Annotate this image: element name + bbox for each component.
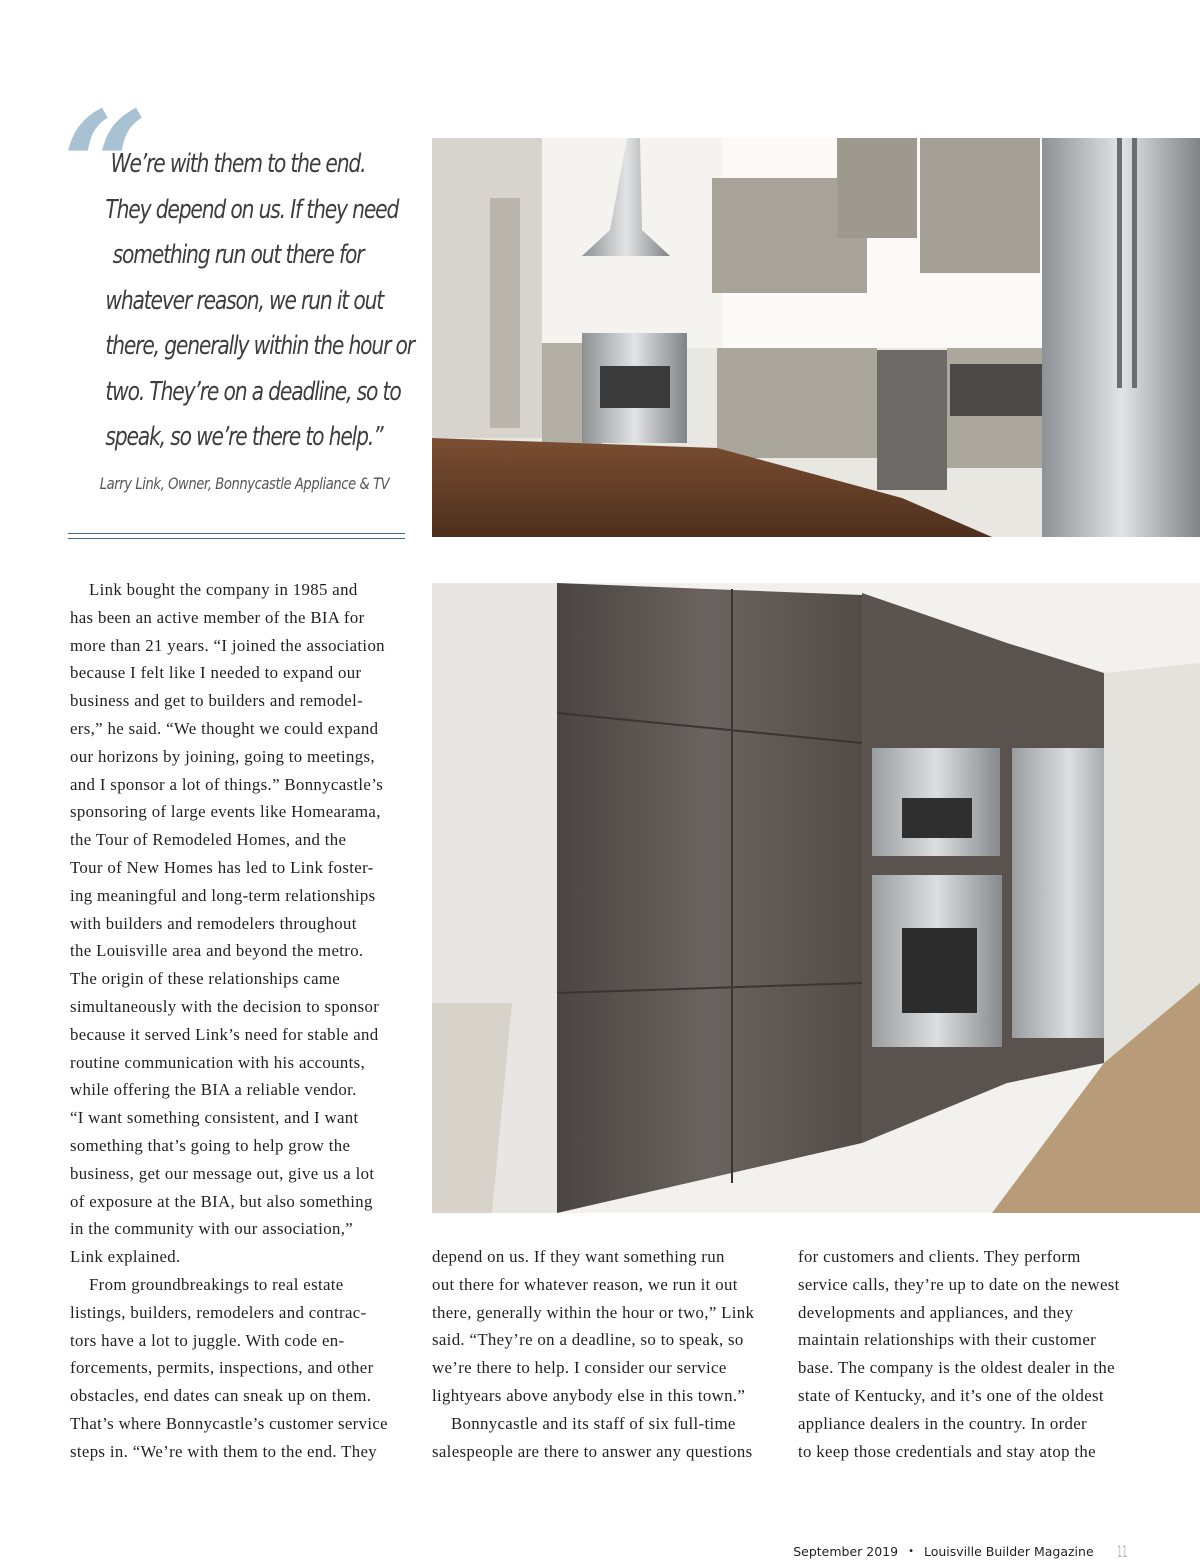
kitchen-photo-dark-cabinets: [432, 583, 1200, 1213]
text-line: there, generally within the hour or two,” Link: [432, 1302, 755, 1322]
text-line: service calls, they’re up to date on the newest: [798, 1274, 1120, 1294]
text-line: with builders and remodelers throughout: [70, 913, 357, 933]
text-line: tors have a lot to juggle. With code en-: [70, 1330, 345, 1350]
article-column-1: [70, 576, 410, 1466]
text-line: business, get our message out, give us a lot: [70, 1163, 375, 1183]
pull-quote-line: We’re with them to the end.: [110, 149, 366, 179]
article-column-3: [798, 1243, 1143, 1465]
quote-mark-icon: “: [62, 79, 149, 255]
text-line: state of Kentucky, and it’s one of the oldest: [798, 1385, 1104, 1405]
text-line: depend on us. If they want something run: [432, 1247, 725, 1266]
text-line: listings, builders, remodelers and contrac-: [70, 1302, 367, 1322]
pull-quote-line: two. They’re on a deadline, so to: [105, 376, 401, 407]
kitchen-photo-illustration: [432, 583, 1200, 1213]
pull-quote-line: something run out there for: [112, 240, 364, 270]
text-line: forcements, permits, inspections, and other: [70, 1358, 374, 1378]
footer-separator: •: [908, 1546, 914, 1557]
text-line: The origin of these relationships came: [70, 969, 341, 989]
text-line: developments and appliances, and they: [798, 1302, 1074, 1322]
text-line: Bonnycastle and its staff of six full-time: [451, 1413, 736, 1433]
kitchen-photo-illustration: [432, 138, 1200, 537]
divider-rule: [68, 538, 405, 539]
text-line: of exposure at the BIA, but also something: [70, 1191, 373, 1211]
footer-magazine-name: Louisville Builder Magazine: [923, 1544, 1094, 1559]
footer-issue-date: September 2019: [793, 1544, 899, 1559]
text-line: routine communication with his accounts,: [70, 1052, 366, 1072]
text-line: lightyears above anybody else in this town.”: [432, 1385, 746, 1405]
text-line: base. The company is the oldest dealer in the: [798, 1358, 1115, 1378]
text-line: That’s where Bonnycastle’s customer service: [70, 1413, 388, 1433]
text-line: Link explained.: [70, 1247, 181, 1267]
text-line: simultaneously with the decision to sponsor: [70, 996, 380, 1016]
article-column-2: [432, 1243, 777, 1465]
text-line: maintain relationships with their customer: [798, 1330, 1097, 1350]
quote-attribution-text: Larry Link, Owner, Bonnycastle Appliance & TV: [99, 474, 390, 493]
text-line: sponsoring of large events like Homearama,: [70, 802, 381, 822]
text-line: obstacles, end dates can sneak up on them.: [70, 1386, 372, 1406]
text-line: steps in. “We’re with them to the end. They: [70, 1441, 377, 1461]
text-line: we’re there to help. I consider our service: [432, 1358, 727, 1378]
page-number: 11: [1116, 1542, 1127, 1561]
text-line: salespeople are there to answer any questions: [432, 1441, 753, 1461]
pull-quote: [68, 142, 414, 461]
text-line: appliance dealers in the country. In order: [798, 1413, 1087, 1433]
text-line: business and get to builders and remodel-: [70, 691, 364, 711]
pull-quote-line: there, generally within the hour or: [105, 331, 414, 361]
text-line: more than 21 years. “I joined the association: [70, 635, 385, 655]
text-line: to keep those credentials and stay atop the: [798, 1441, 1096, 1461]
text-line: From groundbreakings to real estate: [89, 1274, 344, 1294]
text-line: “I want something consistent, and I want: [70, 1108, 359, 1128]
text-line: our horizons by joining, going to meetings,: [70, 746, 375, 766]
text-line: ing meaningful and long-term relationships: [70, 885, 376, 905]
text-line: because I felt like I needed to expand our: [70, 663, 362, 683]
text-line: the Tour of Remodeled Homes, and the: [70, 830, 347, 850]
text-line: because it served Link’s need for stable and: [70, 1024, 379, 1044]
text-line: for customers and clients. They perform: [798, 1247, 1081, 1266]
text-line: while offering the BIA a reliable vendor.: [70, 1080, 357, 1100]
pull-quote-line: speak, so we’re there to help.”: [105, 422, 383, 452]
text-line: Tour of New Homes has led to Link foster-: [70, 857, 374, 877]
text-line: ers,” he said. “We thought we could expand: [70, 718, 379, 738]
text-line: out there for whatever reason, we run it out: [432, 1274, 738, 1294]
divider-rule: [68, 533, 405, 534]
pull-quote-line: whatever reason, we run it out: [105, 285, 384, 316]
pull-quote-line: They depend on us. If they need: [105, 194, 399, 225]
page-footer: [793, 1542, 1132, 1561]
text-line: and I sponsor a lot of things.” Bonnycastle’s: [70, 774, 384, 794]
text-line: in the community with our association,”: [70, 1219, 354, 1239]
kitchen-photo-gray-cabinets: [432, 138, 1200, 537]
text-line: something that’s going to help grow the: [70, 1135, 351, 1155]
text-line: the Louisville area and beyond the metro.: [70, 941, 364, 961]
text-line: said. “They’re on a deadline, so to speak, so: [432, 1330, 744, 1350]
text-line: has been an active member of the BIA for: [70, 607, 365, 627]
text-line: Link bought the company in 1985 and: [89, 580, 358, 599]
quote-attribution: [68, 474, 408, 493]
